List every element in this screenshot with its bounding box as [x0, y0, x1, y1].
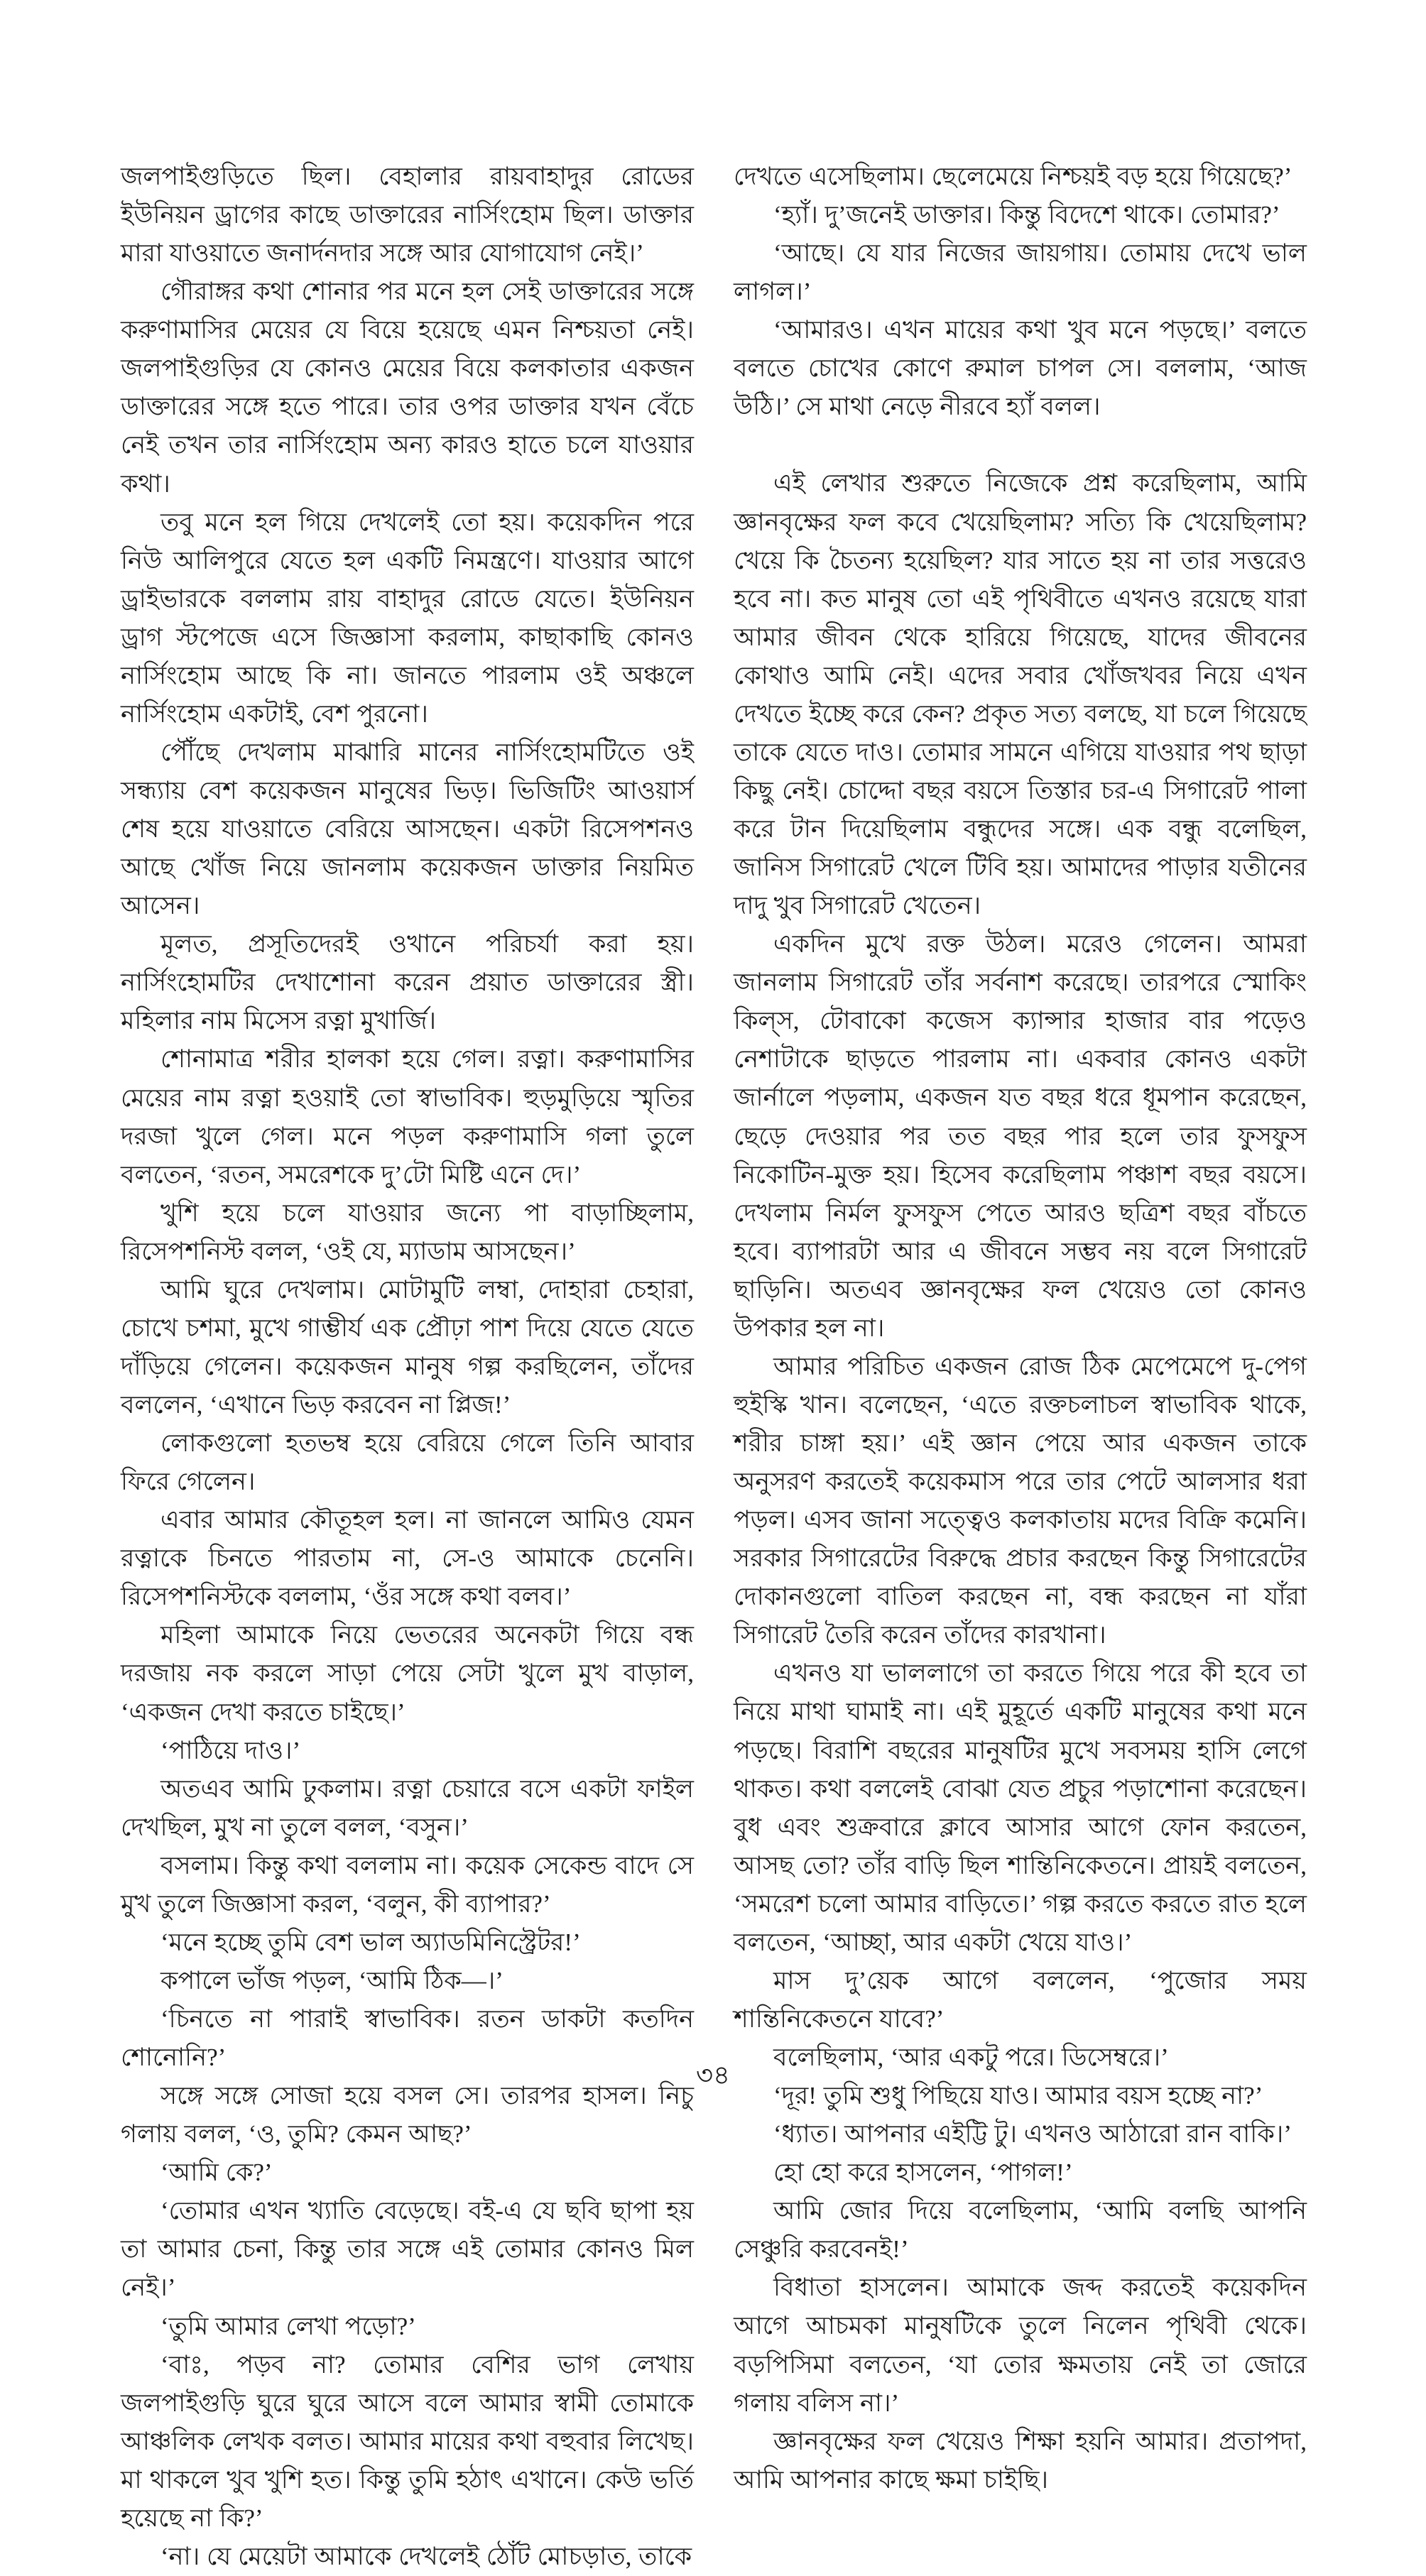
paragraph: ‘দূর! তুমি শুধু পিছিয়ে যাও। আমার বয়স হচ্ছে না?’ [773, 2082, 1263, 2110]
paragraph: খুশি হয়ে চলে যাওয়ার জন্যে পা বাড়াচ্ছিলাম, রিসেপশনিস্ট বলল, ‘ওই যে, ম্যাডাম আসছেন।’ [121, 1199, 694, 1265]
paragraph: ‘পাঠিয়ে দাও।’ [160, 1736, 301, 1764]
paragraph: বিধাতা হাসলেন। আমাকে জব্দ করতেই কয়েকদিন আগে আচমকা মানুষটিকে তুলে নিলেন পৃথিবী থেকে। বড়পিসিমা বলতেন, ‘যা তোর ক্ষমতায় নেই তা জোরে গলায় বলিস না।’ [734, 2274, 1307, 2417]
paragraph: ‘হ্যাঁ। দু’জনেই ডাক্তার। কিন্তু বিদেশে থাকে। তোমার?’ [773, 201, 1280, 229]
paragraph: ‘আছে। যে যার নিজের জায়গায়। তোমায় দেখে ভাল লাগল।’ [734, 239, 1307, 306]
paragraph: জলপাইগুড়িতে ছিল। বেহালার রায়বাহাদুর রোডের ইউনিয়ন ড্রাগের কাছে ডাক্তারের নার্সিংহোম ছিল। ডাক্তার মারা যাওয়াতে জনার্দনদার সঙ্গে আর যোগাযোগ নেই।’ [121, 163, 694, 268]
paragraph: এবার আমার কৌতূহল হল। না জানলে আমিও যেমন রত্নাকে চিনতে পারতাম না, সে-ও আমাকে চেনেনি। রিসেপশনিস্টকে বললাম, ‘ওঁর সঙ্গে কথা বলব।’ [121, 1506, 694, 1611]
paragraph: মূলত, প্রসূতিদেরই ওখানে পরিচর্যা করা হয়। নার্সিংহোমটির দেখাশোনা করেন প্রয়াত ডাক্তারের স্ত্রী। মহিলার নাম মিসেস রত্না মুখার্জি। [121, 930, 694, 1035]
left-column [121, 158, 694, 2576]
paragraph: দেখতে এসেছিলাম। ছেলেমেয়ে নিশ্চয়ই বড় হয়ে গিয়েছে?’ [734, 163, 1292, 190]
paragraph: ‘তুমি আমার লেখা পড়ো?’ [160, 2312, 416, 2340]
page-number: ৩৪ [695, 2061, 731, 2090]
paragraph: ‘বাঃ, পড়ব না? তোমার বেশির ভাগ লেখায় জলপাইগুড়ি ঘুরে ঘুরে আসে বলে আমার স্বামী তোমাকে আঞ্চলিক লেখক বলত। আমার মায়ের কথা বহুবার লিখেছ। মা থাকলে খুব খুশি হত। কিন্তু তুমি হঠাৎ এখানে। কেউ ভর্তি হয়েছে না কি?’ [121, 2350, 694, 2532]
paragraph: কপালে ভাঁজ পড়ল, ‘আমি ঠিক—।’ [160, 1966, 504, 1994]
paragraph: একদিন মুখে রক্ত উঠল। মরেও গেলেন। আমরা জানলাম সিগারেট তাঁর সর্বনাশ করেছে। তারপরে স্মোকিং কিল্স, টোবাকো কজেস ক্যান্সার হাজার বার পড়েও নেশাটাকে ছাড়তে পারলাম না। একবার কোনও একটা জার্নালে পড়লাম, একজন যত বছর ধরে ধূমপান করেছেন, ছেড়ে দেওয়ার পর তত বছর পার হলে তার ফুসফুস নিকোটিন-মুক্ত হয়। হিসেব করেছিলাম পঞ্চাশ বছর বয়সে। দেখলাম নির্মল ফুসফুস পেতে আরও ছত্রিশ বছর বাঁচতে হবে। ব্যাপারটা আর এ জীবনে সম্ভব নয় বলে সিগারেট ছাড়িনি। অতএব জ্ঞানবৃক্ষের ফল খেয়েও তো কোনও উপকার হল না। [734, 930, 1307, 1342]
paragraph: ‘মনে হচ্ছে তুমি বেশ ভাল অ্যাডমিনিস্ট্রেটর!’ [160, 1928, 581, 1956]
paragraph: মাস দু’য়েক আগে বললেন, ‘পুজোর সময় শান্তিনিকেতনে যাবে?’ [734, 1966, 1307, 2033]
paragraph: অতএব আমি ঢুকলাম। রত্না চেয়ারে বসে একটা ফাইল দেখছিল, মুখ না তুলে বলল, ‘বসুন।’ [121, 1774, 694, 1841]
paragraph: সঙ্গে সঙ্গে সোজা হয়ে বসল সে। তারপর হাসল। নিচু গলায় বলল, ‘ও, তুমি? কেমন আছ?’ [121, 2082, 694, 2149]
paragraph: তবু মনে হল গিয়ে দেখলেই তো হয়। কয়েকদিন পরে নিউ আলিপুরে যেতে হল একটি নিমন্ত্রণে। যাওয়ার আগে ড্রাইভারকে বললাম রায় বাহাদুর রোডে যেতে। ইউনিয়ন ড্রাগ স্টপেজে এসে জিজ্ঞাসা করলাম, কাছাকাছি কোনও নার্সিংহোম আছে কি না। জানতে পারলাম ওই অঞ্চলে নার্সিংহোম একটাই, বেশ পুরনো। [121, 508, 694, 728]
paragraph: জ্ঞানবৃক্ষের ফল খেয়েও শিক্ষা হয়নি আমার। প্রতাপদা, আমি আপনার কাছে ক্ষমা চাইছি। [734, 2427, 1307, 2494]
paragraph: বলেছিলাম, ‘আর একটু পরে। ডিসেম্বরে।’ [773, 2043, 1169, 2071]
paragraph: গৌরাঙ্গর কথা শোনার পর মনে হল সেই ডাক্তারের সঙ্গে করুণামাসির মেয়ের যে বিয়ে হয়েছে এমন নিশ্চয়তা নেই। জলপাইগুড়ির যে কোনও মেয়ের বিয়ে কলকাতার একজন ডাক্তারের সঙ্গে হতে পারে। তার ওপর ডাক্তার যখন বেঁচে নেই তখন তার নার্সিংহোম অন্য কারও হাতে চলে যাওয়ার কথা। [121, 278, 694, 498]
paragraph: ‘চিনতে না পারাই স্বাভাবিক। রতন ডাকটা কতদিন শোনোনি?’ [121, 2005, 694, 2072]
paragraph: ‘না। যে মেয়েটা আমাকে দেখলেই ঠোঁট মোচড়াত, তাকে [160, 2542, 692, 2570]
text-columns [121, 158, 1307, 2576]
paragraph: শোনামাত্র শরীর হালকা হয়ে গেল। রত্না। করুণামাসির মেয়ের নাম রত্না হওয়াই তো স্বাভাবিক। হুড়মুড়িয়ে স্মৃতির দরজা খুলে গেল। মনে পড়ল করুণামাসি গলা তুলে বলতেন, ‘রতন, সমরেশকে দু’টো মিষ্টি এনে দে।’ [121, 1045, 694, 1189]
paragraph: ‘ধ্যাত। আপনার এইট্টি টু। এখনও আঠারো রান বাকি।’ [773, 2120, 1292, 2149]
paragraph: এখনও যা ভাললাগে তা করতে গিয়ে পরে কী হবে তা নিয়ে মাথা ঘামাই না। এই মুহূর্তে একটি মানুষের কথা মনে পড়ছে। বিরাশি বছরের মানুষটির মুখে সবসময় হাসি লেগে থাকত। কথা বললেই বোঝা যেত প্রচুর পড়াশোনা করেছেন। বুধ এবং শুক্রবারে ক্লাবে আসার আগে ফোন করতেন, আসছ তো? তাঁর বাড়ি ছিল শান্তিনিকেতনে। প্রায়ই বলতেন, ‘সমরেশ চলো আমার বাড়িতে।’ গল্প করতে করতে রাত হলে বলতেন, ‘আচ্ছা, আর একটা খেয়ে যাও।’ [734, 1659, 1307, 1956]
paragraph: আমি জোর দিয়ে বলেছিলাম, ‘আমি বলছি আপনি সেঞ্চুরি করবেনই!’ [734, 2197, 1307, 2264]
paragraph: ‘আমারও। এখন মায়ের কথা খুব মনে পড়ছে।’ বলতে বলতে চোখের কোণে রুমাল চাপল সে। বললাম, ‘আজ উঠি।’ সে মাথা নেড়ে নীরবে হ্যাঁ বলল। [734, 316, 1307, 421]
right-column [734, 158, 1307, 2576]
paragraph: পৌঁছে দেখলাম মাঝারি মানের নার্সিংহোমটিতে ওই সন্ধ্যায় বেশ কয়েকজন মানুষের ভিড়। ভিজিটিং আওয়ার্স শেষ হয়ে যাওয়াতে বেরিয়ে আসছেন। একটা রিসেপশনও আছে খোঁজ নিয়ে জানলাম কয়েকজন ডাক্তার নিয়মিত আসেন। [121, 738, 694, 920]
paragraph: এই লেখার শুরুতে নিজেকে প্রশ্ন করেছিলাম, আমি জ্ঞানবৃক্ষের ফল কবে খেয়েছিলাম? সত্যি কি খেয়েছিলাম? খেয়ে কি চৈতন্য হয়েছিল? যার সাতে হয় না তার সত্তরেও হবে না। কত মানুষ তো এই পৃথিবীতে এখনও রয়েছে যারা আমার জীবন থেকে হারিয়ে গিয়েছে, যাদের জীবনের কোথাও আমি নেই। এদের সবার খোঁজখবর নিয়ে এখন দেখতে ইচ্ছে করে কেন? প্রকৃত সত্য বলছে, যা চলে গিয়েছে তাকে যেতে দাও। তোমার সামনে এগিয়ে যাওয়ার পথ ছাড়া কিছু নেই। চোদ্দো বছর বয়সে তিস্তার চর-এ সিগারেট পালা করে টান দিয়েছিলাম বন্ধুদের সঙ্গে। এক বন্ধু বলেছিল, জানিস সিগারেট খেলে টিবি হয়। আমাদের পাড়ার যতীনের দাদু খুব সিগারেট খেতেন। [734, 469, 1307, 920]
paragraph: আমার পরিচিত একজন রোজ ঠিক মেপেমেপে দু-পেগ হুইস্কি খান। বলেছেন, ‘এতে রক্তচলাচল স্বাভাবিক থাকে, শরীর চাঙ্গা হয়।’ এই জ্ঞান পেয়ে আর একজন তাকে অনুসরণ করতেই কয়েকমাস পরে তার পেটে আলসার ধরা পড়ল। এসব জানা সত্ত্বেও কলকাতায় মদের বিক্রি কমেনি। সরকার সিগারেটের বিরুদ্ধে প্রচার করছেন কিন্তু সিগারেটের দোকানগুলো বাতিল করছেন না, বন্ধ করছেন না যাঁরা সিগারেট তৈরি করেন তাঁদের কারখানা। [734, 1352, 1307, 1649]
paragraph: আমি ঘুরে দেখলাম। মোটামুটি লম্বা, দোহারা চেহারা, চোখে চশমা, মুখে গাম্ভীর্য এক প্রৌঢ়া পাশ দিয়ে যেতে যেতে দাঁড়িয়ে গেলেন। কয়েকজন মানুষ গল্প করছিলেন, তাঁদের বললেন, ‘এখানে ভিড় করবেন না প্লিজ!’ [121, 1275, 694, 1419]
paragraph: মহিলা আমাকে নিয়ে ভেতরের অনেকটা গিয়ে বন্ধ দরজায় নক করলে সাড়া পেয়ে সেটা খুলে মুখ বাড়াল, ‘একজন দেখা করতে চাইছে।’ [121, 1621, 694, 1726]
paragraph: ‘আমি কে?’ [160, 2159, 273, 2187]
paragraph: ‘তোমার এখন খ্যাতি বেড়েছে। বই-এ যে ছবি ছাপা হয় তা আমার চেনা, কিন্তু তার সঙ্গে এই তোমার কোনও মিল নেই।’ [121, 2197, 694, 2302]
paragraph: বসলাম। কিন্তু কথা বললাম না। কয়েক সেকেন্ড বাদে সে মুখ তুলে জিজ্ঞাসা করল, ‘বলুন, কী ব্যাপার?’ [121, 1851, 694, 1918]
paragraph: লোকগুলো হতভম্ব হয়ে বেরিয়ে গেলে তিনি আবার ফিরে গেলেন। [121, 1429, 694, 1496]
paragraph: হো হো করে হাসলেন, ‘পাগল!’ [773, 2159, 1073, 2187]
